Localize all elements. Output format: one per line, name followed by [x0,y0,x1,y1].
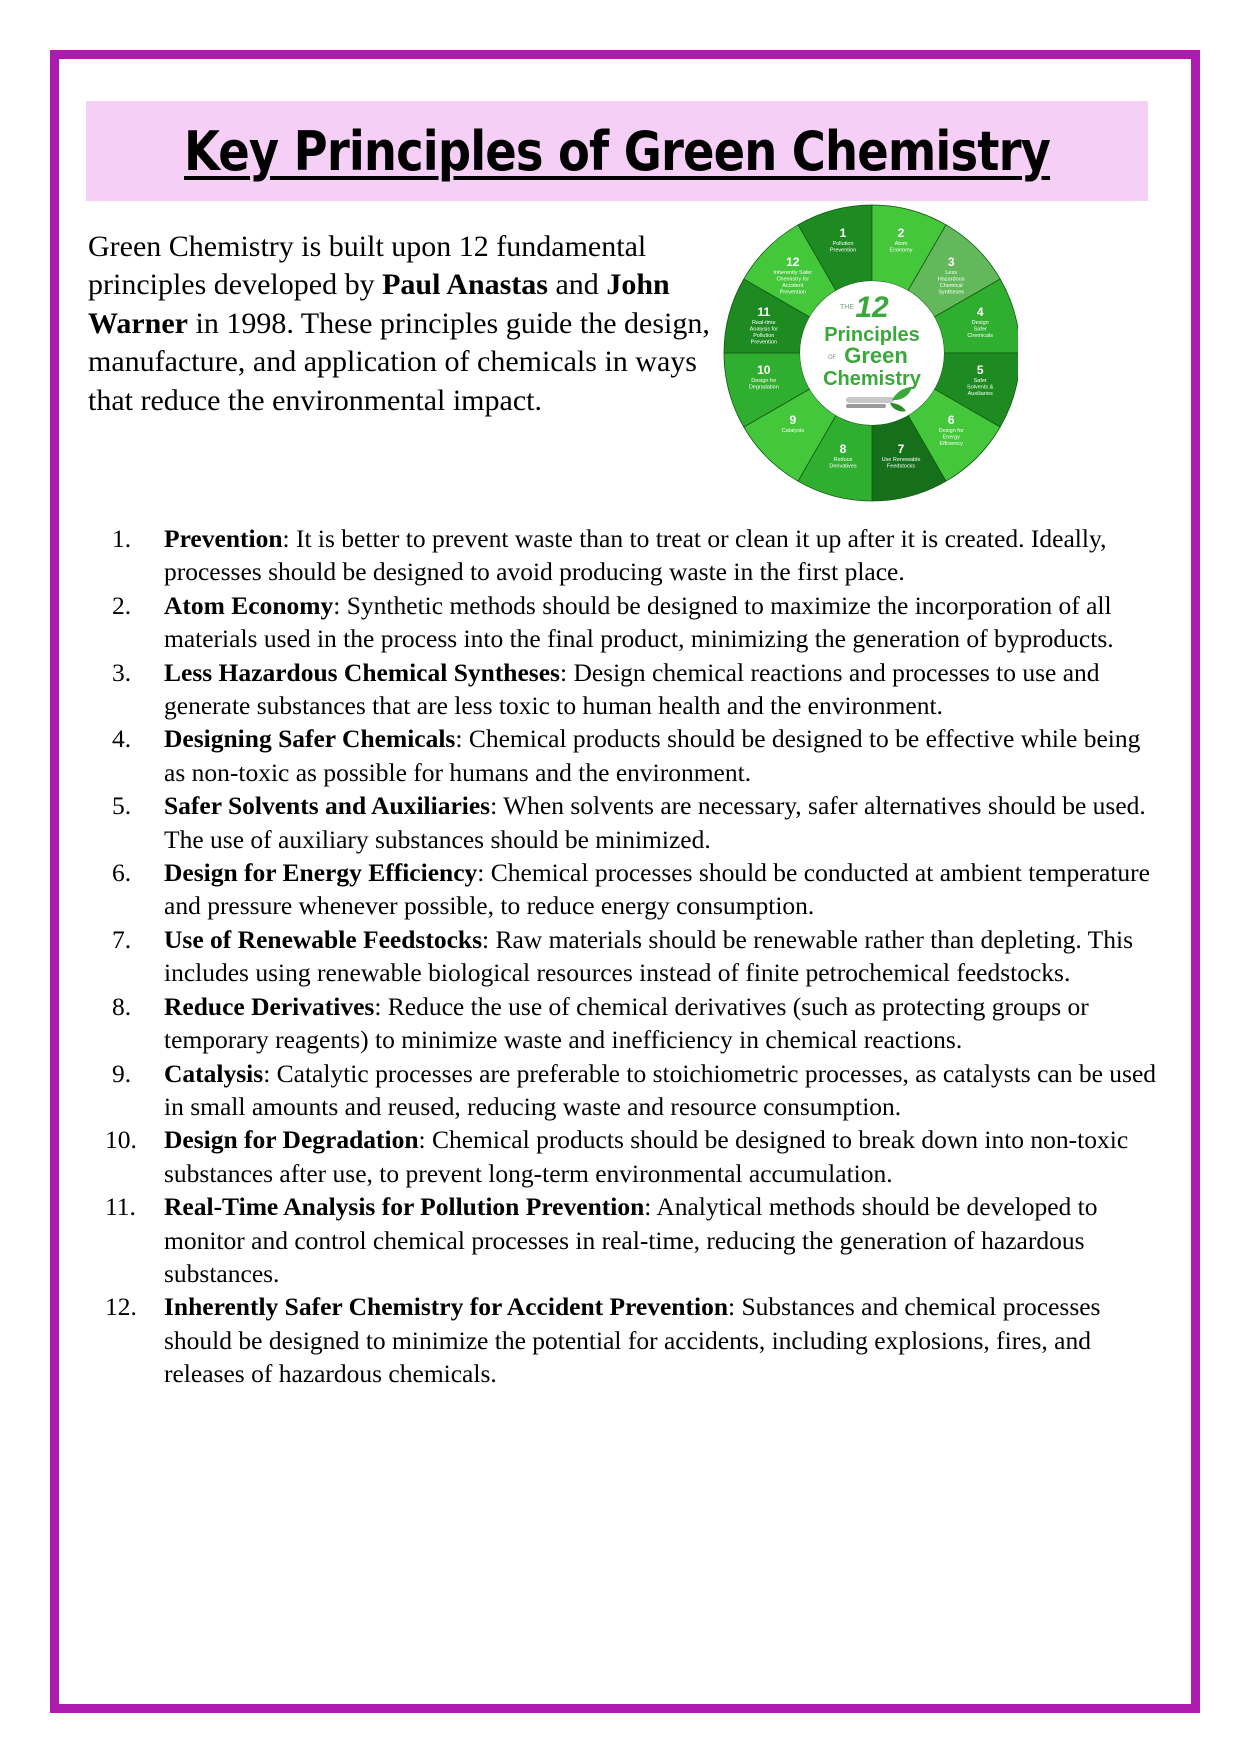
wheel-segment-label: Chemistry for [776,276,810,283]
principle-name: Reduce Derivatives [164,991,375,1021]
principle-number: 4. [112,724,132,754]
wheel-center-number: 12 [855,291,889,324]
principle-name: Designing Safer Chemicals [164,724,456,754]
wheel-segment-label: Solvents & [967,384,994,391]
twelve-principles-wheel-image [722,197,1018,505]
author-john-warner: John Warner [88,268,670,340]
wheel-center-chemistry: Chemistry [823,368,921,390]
wheel-segment-label: Syntheses [938,289,965,296]
principle-name: Design for Degradation [164,1125,419,1155]
wheel-center-the: THE [840,304,854,311]
wheel-segment-label: Efficiency [939,441,963,448]
principle-description: : Reduce the use of chemical derivatives (such as protecting groups or temporary reagents) to minimize waste and inefficiency in chemical reactions. [164,991,1089,1055]
principle-name: Less Hazardous Chemical Syntheses [164,657,560,687]
principle-item [112,722,1162,789]
wheel-segment-number: 7 [897,442,905,457]
principle-name: Design for Energy Efficiency [164,858,478,888]
wheel-segment-label: Chemicals [967,333,994,340]
wheel-center-principles: Principles [824,324,920,346]
wheel-segment-label: Design [971,320,989,327]
wheel-segment-label: Safer [973,377,987,384]
principle-item [112,789,1162,856]
wheel-segment-label: Catalysis [781,428,804,435]
principle-number: 6. [112,858,132,888]
principle-item [105,1190,1162,1290]
principle-name: Prevention [164,524,283,553]
principle-item [112,990,1162,1057]
principle-item [105,1290,1162,1390]
principle-description: : Chemical processes should be conducted at ambient temperature and pressure whenever possible, to reduce energy consumption. [164,858,1150,921]
wheel-segment-label: Prevention [829,247,857,254]
wheel-segment-number: 4 [976,305,984,320]
principle-description: : Chemical products should be designed to be effective while being as non-toxic as possible for humans and the environment. [164,724,1141,787]
principle-description: : When solvents are necessary, safer alternatives should be used. The use of auxiliary substances should be minimized. [164,791,1146,854]
principle-number: 2. [112,590,132,620]
wheel-segment-number: 2 [897,225,905,240]
principle-description: : Substances and chemical processes should be designed to minimize the potential for accidents, including explosions, fires, and releases of hazardous chemicals. [164,1292,1101,1389]
title-banner [86,101,1148,201]
principle-description: : Raw materials should be renewable rather than depleting. This includes using renewable biological resources instead of finite petrochemical feedstocks. [164,924,1133,988]
principle-number: 10. [105,1125,137,1155]
wheel-segment-label: Feedstocks [886,463,916,470]
wheel-segment-label: Design for [938,428,964,435]
principle-number: 8. [112,991,132,1021]
wheel-segment-label: Less [945,269,958,276]
wheel-segment-number: 8 [839,442,847,457]
wheel-segment-label: Chemical [939,282,963,289]
principle-item [112,856,1162,923]
wheel-segment-label: Use Renewable [881,457,921,464]
principle-name: Catalysis [164,1058,264,1088]
wheel-segment-label: Pollution [753,333,775,340]
wheel-segment-number: 11 [757,305,771,320]
wheel-segment-label: Pollution [832,240,854,247]
wheel-segment-label: Safer [973,326,987,333]
intro-paragraph [88,228,728,420]
intro-text-3: in 1998. These principles guide the design, manufacture, and application of chemicals in ways that reduce the environmental impact. [88,306,710,417]
wheel-segment-label: Analysis for [749,326,779,333]
wheel-segment-label: Hazardous [937,276,965,283]
wheel-segment-number: 3 [947,254,955,269]
principle-number: 11. [105,1192,136,1222]
wheel-segment-label: Degradation [748,384,779,391]
principle-item [112,1057,1162,1124]
wheel-segment-label: Prevention [750,339,777,346]
principle-name: Safer Solvents and Auxiliaries [164,791,491,821]
principle-number: 9. [112,1058,132,1088]
principle-name: Inherently Safer Chemistry for Accident Prevention [164,1292,729,1322]
principle-item [112,656,1162,723]
wheel-segment-number: 10 [757,362,771,377]
wheel-segment-number: 1 [839,225,847,240]
wheel-segment-label: Design for [751,377,777,384]
author-paul-anastas: Paul Anastas [382,268,548,302]
principle-description: : Catalytic processes are preferable to stoichiometric processes, as catalysts can be used in small amounts and reused, reducing waste and resource consumption. [164,1058,1157,1121]
page-title: Key Principles of Green Chemistry [183,119,1051,183]
principle-item [112,923,1162,990]
principle-item [112,522,1162,589]
principle-description: : It is better to prevent waste than to treat or clean it up after it is created. Ideally, processes should be designed to avoid producing waste in the first place. [164,524,1107,587]
principle-name: Atom Economy [164,590,334,620]
wheel-segment-number: 12 [786,254,800,269]
principle-number: 7. [112,924,132,954]
principle-number: 5. [112,791,132,821]
wheel-segment-label: Derivatives [829,463,857,470]
wheel-segment-label: Inherently Safer [773,269,813,276]
principle-item [112,589,1162,656]
principle-name: Real-Time Analysis for Pollution Prevention [164,1192,645,1222]
principle-number: 3. [112,657,132,687]
wheel-center-green: Green [844,343,908,368]
principle-description: : Analytical methods should be developed to monitor and control chemical processes in real-time, reducing the generation of hazardous substances. [164,1192,1098,1288]
principle-number: 1. [112,524,132,553]
wheel-segment-number: 5 [976,362,984,377]
wheel-segment-label: Auxiliaries [967,390,993,397]
wheel-segment-label: Atom [894,240,908,247]
principle-item [105,1123,1162,1190]
wheel-segment-label: Accident [782,282,804,289]
principle-description: : Design chemical reactions and processes to use and generate substances that are less toxic to human health and the environment. [164,657,1100,721]
wheel-segment-label: Real-time [752,320,776,327]
principle-description: : Synthetic methods should be designed to maximize the incorporation of all materials used in the process into the final product, minimizing the generation of byproducts. [164,590,1114,654]
principle-description: : Chemical products should be designed to break down into non-toxic substances after use, to prevent long-term environmental accumulation. [164,1125,1129,1188]
principles-list [105,522,1162,1391]
wheel-segment-label: Energy [942,434,960,441]
principle-number: 12. [105,1292,137,1322]
wheel-segment-label: Economy [889,247,913,254]
principle-name: Use of Renewable Feedstocks [164,924,482,954]
intro-text-2: and [547,268,607,302]
wheel-center-of: OF [828,355,837,361]
wheel-segment-label: Prevention [779,289,806,296]
wheel-segment-number: 6 [947,413,955,428]
wheel-segment-number: 9 [789,413,797,428]
intro-text-1: Green Chemistry is built upon 12 fundamental principles developed by [88,230,647,302]
wheel-segment-label: Reduce [833,457,853,464]
